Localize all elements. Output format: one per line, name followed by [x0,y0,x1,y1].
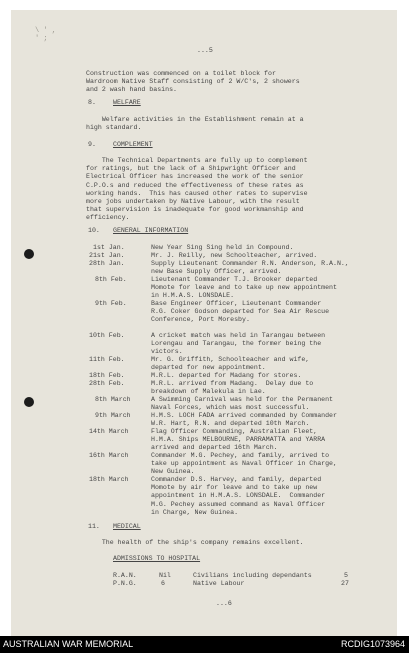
log-date: 9th March [95,412,131,419]
section-9-heading: COMPLEMENT [113,141,153,148]
log-date: 8th Feb. [95,276,127,283]
log-text: Supply Lieutenant Commander R.N. Anderson, R.A.N., new Base Supply Officer, arrived. [151,260,349,276]
log-text: New Year Sing Sing held in Compound. [151,244,294,251]
log-date: 18th March [89,476,129,483]
archive-name: AUSTRALIAN WAR MEMORIAL [3,639,134,649]
section-11-number: 11. [88,523,100,530]
log-date: 18th Feb. [89,372,125,379]
page-number-footer: ...6 [216,600,232,607]
section-9-text: The Technical Departments are fully up to complement for ratings, but the lack of a Shipwright Officer and Electrical Officer has increased the work of the senior C.P.O.s and reduced the effectiveness of these rates as working hands. This has caused other rates to supervise more jobs undertaken by Native Labour, with the result that supervision is inadequate for good workmanship and efficiency. [86,157,308,222]
log-text: M.R.L. departed for Madang for stores. [151,372,302,379]
log-date: 11th Feb. [89,356,125,363]
table-cell: Nil [159,572,171,579]
log-date: 16th March [89,452,129,459]
document-page [11,10,397,636]
section-10-number: 10. [88,227,100,234]
table-cell: R.A.N. [113,572,137,579]
log-text: Lieutenant Commander T.J. Brooker departed Momote for leave and to take up new appointment in H.M.A.S. LONSDALE. [151,276,337,300]
log-date: 28th Jan. [89,260,125,267]
punch-hole-top [24,249,34,259]
section-11-heading: MEDICAL [113,523,141,530]
log-text: Flag Officer Commanding, Australian Fleet, H.M.A. Ships MELBOURNE, PARRAMATTA and YARRA arrived and departed 16th March. [151,428,326,452]
intro-paragraph: Construction was commenced on a toilet block for Wardroom Native Staff consisting of 2 W/C's, 2 showers and 2 wash hand basins. [86,70,300,94]
table-cell: 6 [161,580,165,587]
punch-hole-bottom [24,397,34,407]
admissions-heading: ADMISSIONS TO HOSPITAL [113,555,201,562]
table-cell: 5 [344,572,348,579]
page-number-header: ...5 [197,47,213,54]
table-cell: Native Labour [193,580,245,587]
section-10-heading: GENERAL INFORMATION [113,227,189,234]
log-text: A cricket match was held in Tarangau between Lorengau and Tarangau, the former being the victors. [151,332,326,356]
log-date: 14th March [89,428,129,435]
table-cell: Civilians including dependants [193,572,312,579]
table-cell: P.N.G. [113,580,137,587]
log-date: 10th Feb. [89,332,125,339]
table-cell: 27 [341,580,349,587]
log-text: A Swimming Carnival was held for the Permanent Naval Forces, which was most successful. [151,396,334,412]
section-8-number: 8. [88,99,96,106]
log-text: M.R.L. arrived from Madang. Delay due to breakdown of Malekula in Lae. [151,380,314,396]
log-text: Commander D.S. Harvey, and family, departed Momote by air for leave and to take up new appointment in H.M.A.S. LONSDALE. Commander M.G. Pechey assumed command as Naval Officer in Charge, New Guinea. [151,476,326,516]
log-text: H.M.S. LOCH FADA arrived commanded by Commander W.R. Hart, R.N. and departed 10th March. [151,412,337,428]
log-text: Mr. J. Reilly, new Schoolteacher, arrived. [151,252,318,259]
log-date: 28th Feb. [89,380,125,387]
log-text: Base Engineer Officer, Lieutenant Commander R.G. Coker Godson departed for Sea Air Rescue Conference, Port Moresby. [151,300,330,324]
section-11-text: The health of the ship's company remains excellent. [86,539,304,546]
archive-footer-bar [0,636,409,653]
section-8-text: Welfare activities in the Establishment remain at a high standard. [86,116,304,132]
handwritten-margin-marks: \ ' , ' ; [35,27,57,43]
log-date: 1st Jan. [93,244,125,251]
log-date: 21st Jan. [89,252,125,259]
log-text: Commander M.G. Pechey, and family, arrived to take up appointment as Naval Officer in Charge, New Guinea. [151,452,337,476]
section-8-heading: WELFARE [113,99,141,106]
record-id: RCDIG1073964 [340,639,405,649]
log-text: Mr. G. Griffith, Schoolteacher and wife, departed for new appointment. [151,356,310,372]
log-date: 9th Feb. [95,300,127,307]
log-date: 8th March [95,396,131,403]
section-9-number: 9. [88,141,96,148]
